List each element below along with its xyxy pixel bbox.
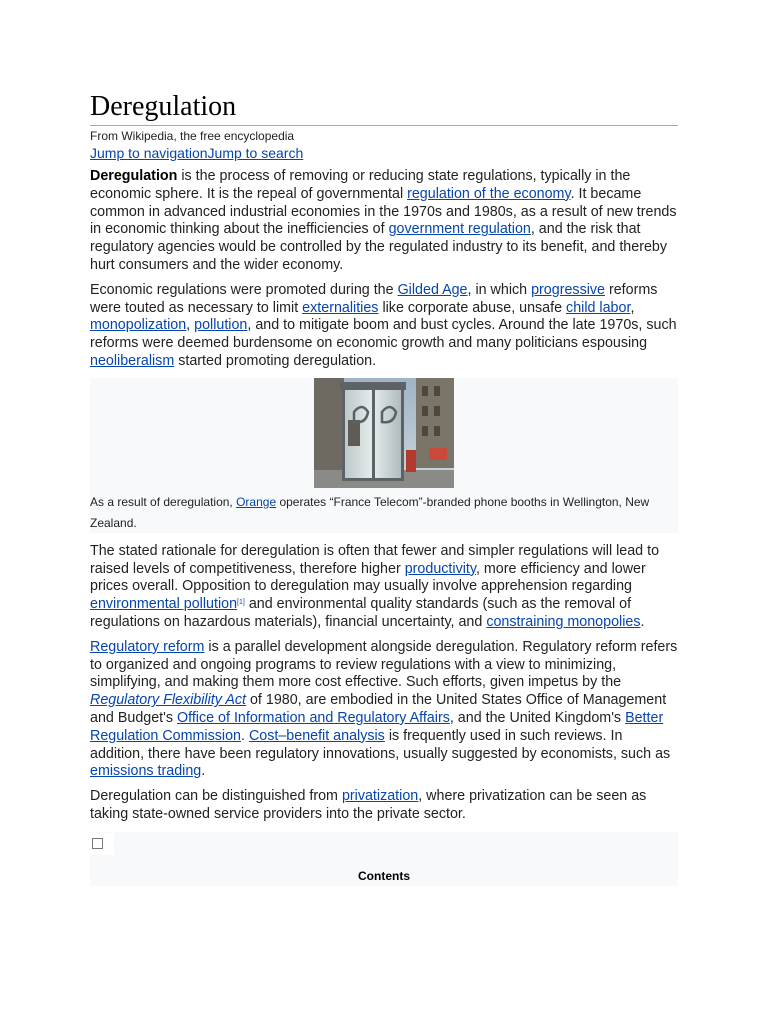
text: , more efficiency and lower prices overall. Opposition to deregulation may usually involve apprehension regarding — [90, 560, 646, 595]
link-constraining-monopolies[interactable]: constraining monopolies — [486, 613, 641, 630]
link-neoliberalism[interactable]: neoliberalism — [90, 352, 175, 369]
text: is a parallel development alongside deregulation. Regulatory reform refers to organized and ongoing programs to review regulations with a view to minimizing, simplifying, and making them more cost effective. Such efforts, given impetus by the — [90, 638, 678, 691]
table-of-contents — [90, 832, 678, 886]
text: , — [630, 299, 635, 316]
text: of 1980, are embodied in the United States Office of Management and Budget's — [90, 692, 667, 726]
text: . It became common in advanced industrial economies in the 1970s and 1980s, as a result of new trends in economic thinking about the inefficiencies of — [90, 185, 677, 238]
text: reforms were touted as necessary to limit — [90, 281, 658, 316]
phone-booth-photo — [314, 378, 454, 488]
link-regulation-of-the-economy[interactable]: regulation of the economy — [407, 185, 571, 202]
checkbox-icon[interactable] — [92, 838, 103, 849]
jump-to-navigation-link[interactable]: Jump to navigation — [90, 145, 208, 161]
jump-to-search-link[interactable]: Jump to search — [207, 145, 304, 161]
figure-caption — [90, 492, 678, 534]
site-tagline: From Wikipedia, the free encyclopedia — [90, 129, 295, 143]
link-regulatory-flexibility-act[interactable]: Regulatory Flexibility Act — [90, 692, 246, 709]
text: . — [640, 613, 645, 630]
text: , where privatization can be seen as taking state-owned service providers into the private sector. — [90, 788, 647, 822]
link-gilded-age[interactable]: Gilded Age — [397, 281, 468, 298]
link-monopolization[interactable]: monopolization — [90, 317, 187, 334]
text: , and the risk that regulatory agencies would be controlled by the regulated industry to its benefit, and thereby hurt consumers and the wider economy. — [90, 221, 667, 273]
text: operates “France Telecom”-branded phone booths in Wellington, New Zealand. — [90, 494, 650, 530]
text: , and to mitigate boom and bust cycles. Around the late 1970s, such reforms were deemed burdensome on economic growth and many politicians espousing — [90, 317, 677, 352]
link-emissions-trading[interactable]: emissions trading — [90, 763, 202, 780]
link-progressive[interactable]: progressive — [531, 281, 605, 298]
text: . — [240, 727, 249, 744]
citation-1[interactable]: [1] — [237, 599, 245, 607]
paragraph-rationale — [90, 543, 678, 632]
link-cost-benefit-analysis[interactable]: Cost–benefit analysis — [248, 727, 385, 744]
text: is the process of removing or reducing state regulations, typically in the economic sphere. It is the repeal of governmental — [90, 168, 631, 202]
text: , and the United Kingdom's — [449, 709, 626, 726]
phone-booth-image[interactable] — [314, 378, 454, 488]
toc-toggle[interactable] — [90, 833, 114, 855]
link-productivity[interactable]: productivity — [404, 560, 476, 577]
text: , — [186, 317, 195, 334]
paragraph-privatization — [90, 788, 678, 824]
link-environmental-pollution[interactable]: environmental pollution — [90, 596, 238, 613]
text: , in which — [467, 281, 532, 298]
text: Economic regulations were promoted during the — [90, 281, 398, 298]
link-government-regulation[interactable]: government regulation — [388, 221, 531, 238]
link-regulatory-reform[interactable]: Regulatory reform — [90, 638, 205, 655]
jump-links — [90, 145, 678, 162]
link-pollution[interactable]: pollution — [194, 317, 248, 334]
link-externalities[interactable]: externalities — [302, 299, 379, 316]
text: is frequently used in such reviews. In addition, there have been regulatory innovations, usually suggested by economists, such as — [90, 727, 671, 762]
figure-thumbnail — [90, 378, 678, 533]
bold-term: Deregulation — [90, 168, 178, 184]
link-child-labor[interactable]: child labor — [566, 299, 631, 316]
text: and environmental quality standards (such as the removal of regulations on hazardous materials), financial uncertainty, and — [90, 596, 632, 630]
text: As a result of deregulation, — [90, 494, 237, 509]
text: started promoting deregulation. — [174, 352, 377, 369]
link-better-regulation-commission[interactable]: Better Regulation Commission — [90, 709, 664, 744]
paragraph-intro — [90, 168, 678, 275]
toc-title: Contents — [358, 868, 410, 883]
text: The stated rationale for deregulation is often that fewer and simpler regulations will lead to raised levels of competitiveness, therefore higher — [90, 542, 660, 577]
page-title: Deregulation — [90, 90, 678, 126]
paragraph-regulatory-reform — [90, 639, 678, 781]
link-privatization[interactable]: privatization — [341, 788, 419, 805]
link-orange[interactable]: Orange — [236, 494, 277, 509]
text: like corporate abuse, unsafe — [378, 299, 567, 316]
paragraph-history — [90, 282, 678, 371]
link-office-of-information-and-regulatory-affairs[interactable]: Office of Information and Regulatory Affairs — [177, 709, 450, 726]
text: Deregulation can be distinguished from — [90, 788, 342, 805]
text: . — [201, 763, 206, 780]
article-content — [90, 90, 678, 886]
